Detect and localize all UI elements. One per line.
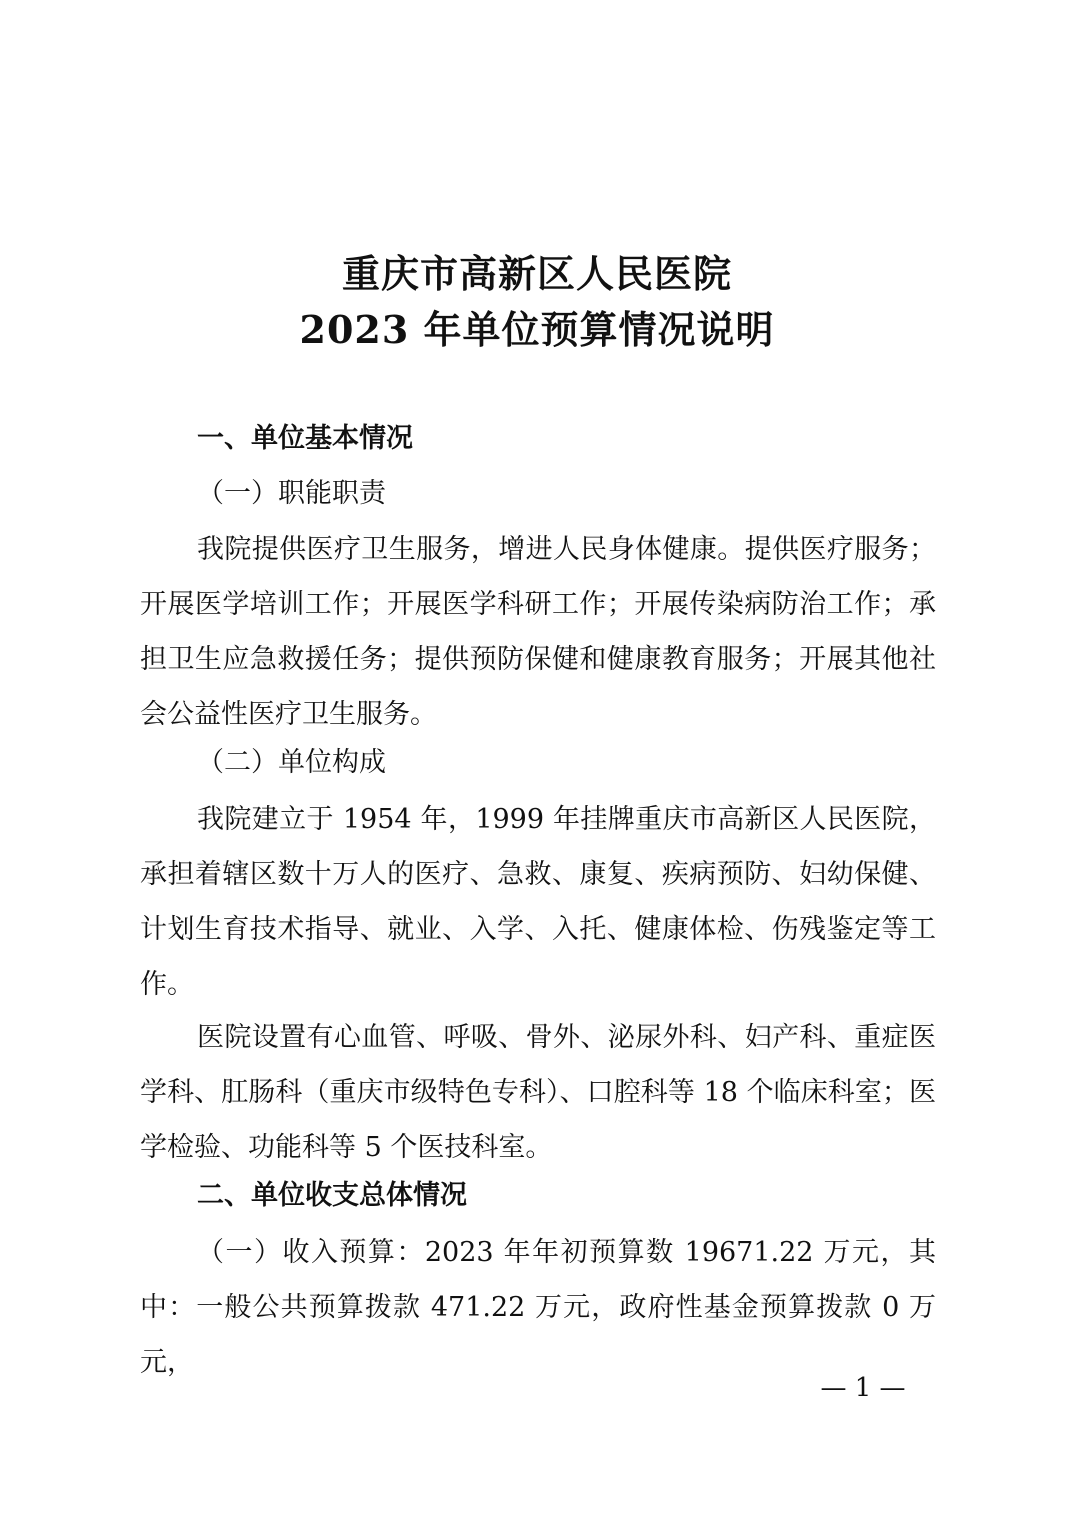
section1-sub1-heading: （一）职能职责: [197, 478, 386, 509]
income-budget-paragraph: （一）收入预算：2023 年年初预算数 19671.22 万元，其中：一般公共预算拨款 471.22 万元，政府性基金预算拨款 0 万元，: [140, 1237, 936, 1378]
functions-paragraph: 我院提供医疗卫生服务，增进人民身体健康。提供医疗服务；开展医学培训工作；开展医学科研工作；开展传染病防治工作；承担卫生应急救援任务；提供预防保健和健康教育服务；开展其他社会公益性医疗卫生服务。: [140, 534, 936, 730]
page-number: — 1 —: [820, 1373, 906, 1403]
section1-sub2-heading: （二）单位构成: [197, 747, 386, 778]
section1-heading: 一、单位基本情况: [197, 423, 413, 454]
document-title-line1: 重庆市高新区人民医院: [341, 251, 732, 296]
departments-paragraph: 医院设置有心血管、呼吸、骨外、泌尿外科、妇产科、重症医学科、肛肠科（重庆市级特色专科）、口腔科等 18 个临床科室；医学检验、功能科等 5 个医技科室。: [140, 1022, 936, 1163]
history-paragraph: 我院建立于 1954 年，1999 年挂牌重庆市高新区人民医院，承担着辖区数十万人的医疗、急救、康复、疾病预防、妇幼保健、计划生育技术指导、就业、入学、入托、健康体检、伤残鉴定等工作。: [140, 804, 936, 1000]
document-title-line2: 2023 年单位预算情况说明: [299, 307, 775, 352]
section2-heading: 二、单位收支总体情况: [197, 1180, 467, 1211]
